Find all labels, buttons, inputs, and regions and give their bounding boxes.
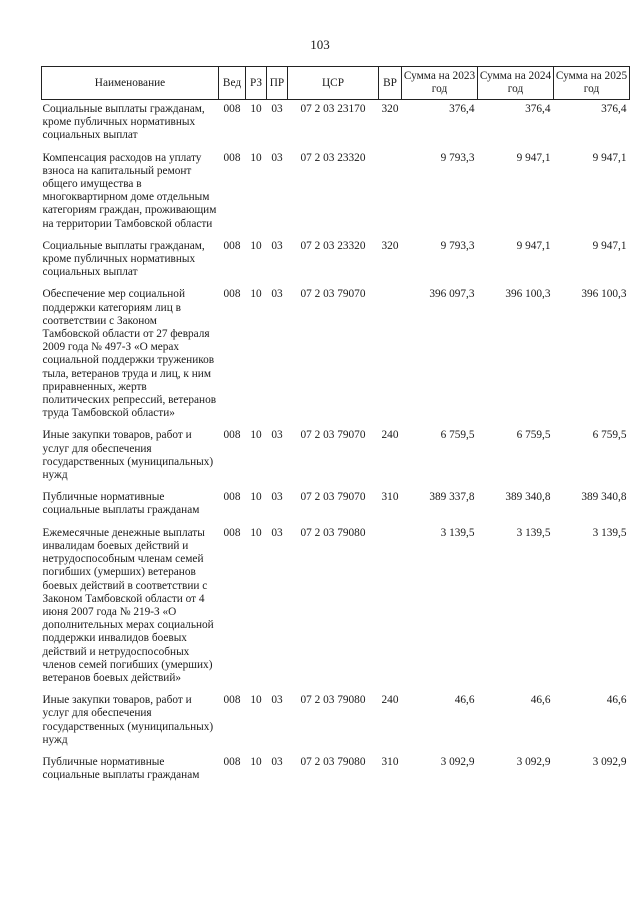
row-name: Компенсация расходов на уплату взноса на капитальный ремонт общего имущества в многоквартирном доме отдельным категориям граждан, проживающим на территории Тамбовской области <box>42 151 217 230</box>
row-rz: 10 <box>250 239 262 252</box>
row-sum-2023: 396 097,3 <box>429 288 475 301</box>
row-ved: 008 <box>223 526 241 539</box>
header-csr: ЦСР <box>288 67 379 100</box>
row-sum-2023: 46,6 <box>454 694 475 707</box>
row-sum-2024: 376,4 <box>525 103 551 115</box>
table-row <box>42 285 630 426</box>
header-ved: Вед <box>219 67 246 100</box>
budget-table <box>41 66 630 788</box>
table-row <box>42 237 630 286</box>
row-sum-2024: 46,6 <box>530 694 551 707</box>
header-sum-2023: Сумма на 2023 год <box>402 67 478 100</box>
row-sum-2024: 3 139,5 <box>516 526 551 539</box>
row-sum-2023: 389 337,8 <box>429 491 475 504</box>
row-rz: 10 <box>250 491 262 504</box>
header-rz: РЗ <box>246 67 267 100</box>
row-pr: 03 <box>271 526 283 539</box>
row-sum-2024: 6 759,5 <box>516 429 551 442</box>
header-pr: ПР <box>267 67 288 100</box>
row-name: Иные закупки товаров, работ и услуг для обеспечения государственных (муниципальных) нужд <box>42 694 214 746</box>
table-body <box>42 100 630 789</box>
row-ved: 008 <box>223 103 241 115</box>
row-vr: 320 <box>381 103 399 115</box>
header-row <box>42 67 630 100</box>
row-csr: 07 2 03 79070 <box>300 491 366 504</box>
row-name: Ежемесячные денежные выплаты инвалидам боевых действий и нетрудоспособным членам семей погибших (умерших) ветеранов боевых действий в соответствии с Законом Тамбовской области от 4 июня 2007 года № 219-З «О дополнительных мерах социальной поддержки инвалидов боевых действий и нетрудоспособных членов семей погибших (умерших) ветеранов боевых действий» <box>42 526 214 684</box>
row-pr: 03 <box>271 288 283 301</box>
row-name: Публичные нормативные социальные выплаты гражданам <box>42 491 200 517</box>
row-sum-2024: 389 340,8 <box>505 491 551 504</box>
row-ved: 008 <box>223 429 241 442</box>
row-ved: 008 <box>223 491 241 504</box>
page-number: 103 <box>310 37 330 52</box>
row-name: Обеспечение мер социальной поддержки категориям лиц в соответствии с Законом Тамбовской области от 27 февраля 2009 года № 497-З «О мерах социальной поддержки тружеников тыла, ветеранов труда и лиц, к ним приравненных, жертв политических репрессий, ветеранов труда Тамбовской области» <box>42 288 217 420</box>
row-ved: 008 <box>223 694 241 707</box>
row-sum-2023: 6 759,5 <box>440 429 475 442</box>
row-ved: 008 <box>223 239 241 252</box>
row-rz: 10 <box>250 151 262 164</box>
row-rz: 10 <box>250 694 262 707</box>
row-ved: 008 <box>223 755 241 768</box>
row-name: Иные закупки товаров, работ и услуг для обеспечения государственных (муниципальных) нужд <box>42 429 214 482</box>
row-vr: 320 <box>381 239 399 252</box>
row-sum-2023: 9 793,3 <box>440 239 475 252</box>
table-row <box>42 100 630 149</box>
table-row <box>42 753 630 788</box>
row-ved: 008 <box>223 288 241 301</box>
row-csr: 07 2 03 23170 <box>300 103 366 115</box>
row-csr: 07 2 03 79070 <box>300 288 366 301</box>
row-pr: 03 <box>271 151 283 164</box>
row-sum-2025: 3 092,9 <box>592 755 627 768</box>
row-pr: 03 <box>271 239 283 252</box>
row-sum-2024: 9 947,1 <box>516 239 551 252</box>
row-rz: 10 <box>250 429 262 442</box>
row-csr: 07 2 03 79070 <box>300 429 366 442</box>
row-sum-2025: 396 100,3 <box>581 288 627 301</box>
row-vr: 240 <box>381 694 399 707</box>
row-sum-2023: 9 793,3 <box>440 151 475 164</box>
row-vr: 310 <box>381 491 399 504</box>
table-row <box>42 691 630 753</box>
row-rz: 10 <box>250 103 262 115</box>
row-vr: 310 <box>381 755 399 768</box>
row-sum-2024: 396 100,3 <box>505 288 551 301</box>
row-sum-2025: 376,4 <box>601 103 627 115</box>
row-sum-2025: 46,6 <box>606 694 627 707</box>
row-sum-2025: 9 947,1 <box>592 239 627 252</box>
header-sum-2024: Сумма на 2024 год <box>478 67 554 100</box>
table-row <box>42 524 630 691</box>
row-rz: 10 <box>250 755 262 768</box>
row-rz: 10 <box>250 288 262 301</box>
row-pr: 03 <box>271 103 283 115</box>
row-sum-2023: 376,4 <box>449 103 475 115</box>
row-pr: 03 <box>271 429 283 442</box>
row-sum-2025: 6 759,5 <box>592 429 627 442</box>
row-csr: 07 2 03 79080 <box>300 526 366 539</box>
row-csr: 07 2 03 23320 <box>300 239 366 252</box>
row-pr: 03 <box>271 694 283 707</box>
row-csr: 07 2 03 23320 <box>300 151 366 164</box>
row-name: Публичные нормативные социальные выплаты гражданам <box>42 755 200 782</box>
header-name: Наименование <box>42 67 219 100</box>
header-sum-2025: Сумма на 2025 год <box>554 67 630 100</box>
row-csr: 07 2 03 79080 <box>300 755 366 768</box>
row-name: Социальные выплаты гражданам, кроме публичных нормативных социальных выплат <box>42 103 205 142</box>
row-pr: 03 <box>271 491 283 504</box>
table-header <box>42 67 630 100</box>
table-row <box>42 149 630 237</box>
row-sum-2024: 3 092,9 <box>516 755 551 768</box>
row-ved: 008 <box>223 151 241 164</box>
row-sum-2024: 9 947,1 <box>516 151 551 164</box>
row-vr <box>379 524 402 691</box>
row-rz: 10 <box>250 526 262 539</box>
row-vr <box>379 285 402 426</box>
row-sum-2023: 3 092,9 <box>440 755 475 768</box>
row-name: Социальные выплаты гражданам, кроме публичных нормативных социальных выплат <box>42 239 205 279</box>
row-sum-2023: 3 139,5 <box>440 526 475 539</box>
row-pr: 03 <box>271 755 283 768</box>
row-vr: 240 <box>381 429 399 442</box>
table-row <box>42 488 630 523</box>
header-vr: ВР <box>379 67 402 100</box>
table-row <box>42 426 630 488</box>
row-csr: 07 2 03 79080 <box>300 694 366 707</box>
row-vr <box>379 149 402 237</box>
row-sum-2025: 389 340,8 <box>581 491 627 504</box>
row-sum-2025: 9 947,1 <box>592 151 627 164</box>
row-sum-2025: 3 139,5 <box>592 526 627 539</box>
